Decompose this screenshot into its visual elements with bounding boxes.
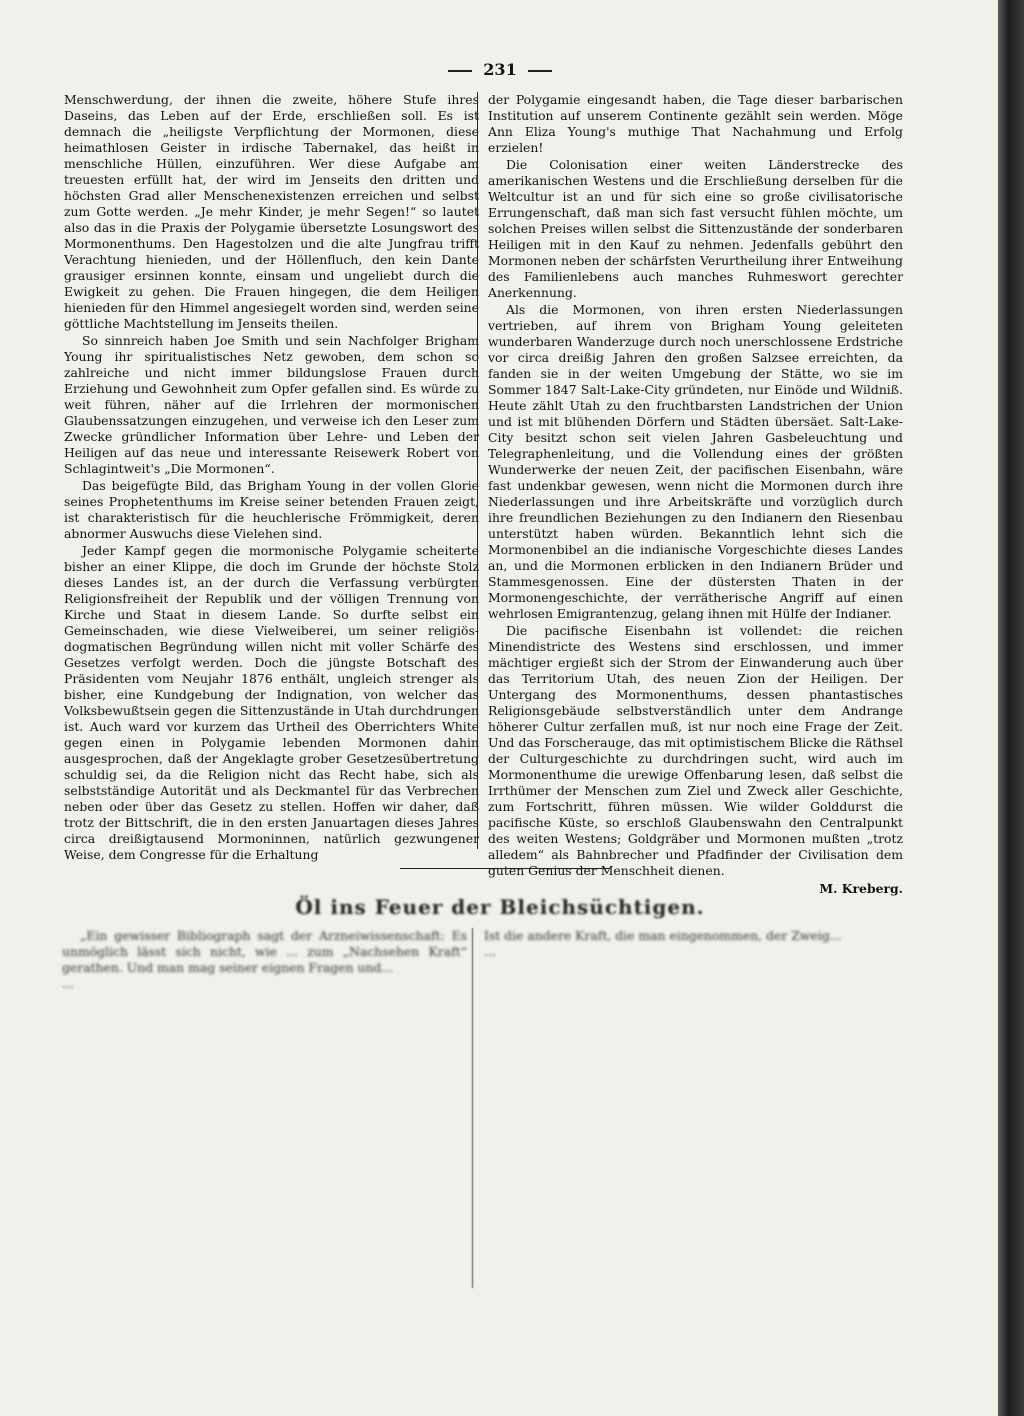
author-signature: M. Kreberg.: [819, 881, 903, 896]
page-header: [0, 60, 1000, 79]
blurred-column-left: [62, 928, 467, 992]
column-divider: [477, 92, 478, 849]
article-column-right: [488, 92, 903, 897]
paragraph: ...: [484, 944, 496, 959]
paragraph: Menschwerdung, der ihnen die zweite, höhere Stufe ihres Daseins, das Leben auf der Erde, erschließen soll. Es ist demnach die „heiligste Verpflichtung der Mormonen, diese heimathlosen Geister in irdische Tabernakel, das heißt in menschliche Hüllen, einzuführen. Wer diese Aufgabe am treuesten erfüllt hat, der wird im Jenseits den dritten und höchsten Grad aller Menschenexistenzen erreichen und selbst zum Gotte werden. „Je mehr Kinder, je mehr Segen!“ so lautet also das in die Praxis der Polygamie übersetzte Losungswort des Mormonenthums. Den Hagestolzen und die alte Jungfrau trifft Verachtung hienieden, und der Höllenfluch, den kein Dante grausiger ersinnen konnte, einsam und ungeliebt durch die Ewigkeit zu gehen. Die Frauen hingegen, die dem Heiligen hienieden für den Himmel angesiegelt worden sind, werden seine göttliche Machtstellung im Jenseits theilen.: [64, 92, 479, 331]
paragraph: Das beigefügte Bild, das Brigham Young in der vollen Glorie seines Prophetenthums im Kreise seiner betenden Frauen zeigt, ist charakteristisch für die heuchlerische Frömmigkeit, deren abnormer Auswuchs diese Vielehen sind.: [64, 478, 479, 541]
article-separator: [400, 868, 610, 869]
paragraph: Die Colonisation einer weiten Länderstrecke des amerikanischen Westens und die Erschließung derselben für die Weltcultur ist an und für sich eine so große civilisatorische Errungenschaft, daß man sich fast versucht fühlen möchte, um solchen Preises willen selbst die Sittenzustände der sonderbaren Heiligen mit in den Kauf zu nehmen. Jedenfalls gebührt den Mormonen neben der schärfsten Verurtheilung ihrer Entweihung des Familienlebens auch manches Ruhmeswort gerechter Anerkennung.: [488, 157, 903, 300]
book-binding-edge: [998, 0, 1024, 1416]
header-rule-left: [448, 70, 472, 72]
header-rule-right: [528, 70, 552, 72]
blurred-column-right: [484, 928, 889, 960]
paragraph: ...: [62, 976, 74, 991]
paragraph: Jeder Kampf gegen die mormonische Polygamie scheiterte bisher an einer Klippe, die doch im Grunde der höchste Stolz dieses Landes ist, an der durch die Verfassung verbürgten Religionsfreiheit der Republik und der völligen Trennung von Kirche und Staat in diesem Lande. So durfte selbst ein Gemeinschaden, wie diese Vielweiberei, um seiner religiös-dogmatischen Begründung willen nicht mit voller Schärfe des Gesetzes verfolgt werden. Doch die jüngste Botschaft des Präsidenten vom Neujahr 1876 enthält, ungleich strenger als bisher, eine Kundgebung der Indignation, von welcher das Volksbewußtsein gegen die Sittenzustände in Utah durchdrungen ist. Auch ward vor kurzem das Urtheil des Oberrichters White gegen einen in Polygamie lebenden Mormonen dahin ausgesprochen, daß der Angeklagte grober Gesetzesübertretung schuldig sei, da die Religion nicht das Recht habe, sich als selbstständige Autorität und als Deckmantel für das Verbrechen neben oder über das Gesetz zu stellen. Hoffen wir daher, daß trotz der Bittschrift, die in den ersten Januartagen dieses Jahres circa dreißigtausend Mormoninnen, natürlich gezwungener Weise, dem Congresse für die Erhaltung: [64, 543, 479, 862]
page-number: 231: [483, 60, 517, 79]
paragraph: Die pacifische Eisenbahn ist vollendet: die reichen Minendistricte des Westens sind erschlossen, und immer mächtiger ergießt sich der Strom der Einwanderung auch über das Territorium Utah, des neuen Zion der Heiligen. Der Untergang des Mormonenthums, dessen phantastisches Religionsgebäude selbstverständlich unter dem Andrange höherer Cultur zerfallen muß, ist nur noch eine Frage der Zeit. Und das Forscherauge, das mit optimistischem Blicke die Räthsel der Culturgeschichte zu durchdringen sucht, wird auch im Mormonenthume die urewige Offenbarung lesen, daß selbst die Irrthümer der Menschen zum Ziel und Zweck aller Geschichte, zum Fortschritt, führen müssen. Wie wilder Golddurst die pacifische Küste, so erschloß Glaubenswahn den Centralpunkt des weiten Westens; Goldgräber und Mormonen mußten „trotz alledem“ als Bahnbrecher und Pfadfinder der Civilisation dem guten Genius der Menschheit dienen.: [488, 623, 903, 878]
paragraph: Ist die andere Kraft, die man eingenommen, der Zweig...: [484, 928, 842, 943]
column-divider: [472, 928, 473, 1288]
paragraph: „Ein gewisser Bibliograph sagt der Arzneiwissenschaft: Es unmöglich lässt sich nicht, wie ... zum „Nachsehen Kraft“ gerathen. Und man mag seiner eignen Fragen und...: [62, 928, 467, 975]
article-title: Öl ins Feuer der Bleichsüchtigen.: [295, 895, 705, 919]
paragraph: So sinnreich haben Joe Smith und sein Nachfolger Brigham Young ihr spiritualistisches Netz gewoben, dem schon so zahlreiche und nicht immer bildungslose Frauen durch Erziehung und Gewohnheit zum Opfer gefallen sind. Es würde zu weit führen, näher auf die Irrlehren der mormonischen Glaubenssatzungen einzugehen, und verweise ich den Leser zum Zwecke gründlicher Information über Lehre- und Leben der Heiligen auf das neue und interessante Reisewerk Robert von Schlagintweit's „Die Mormonen“.: [64, 333, 479, 476]
paragraph: Als die Mormonen, von ihren ersten Niederlassungen vertrieben, auf ihrem von Brigham Young geleiteten wunderbaren Wanderzuge durch noch unerschlossene Erdstriche vor circa dreißig Jahren den großen Salzsee erreichten, da fanden sie in der weiten Umgebung der Stätte, wo sie im Sommer 1847 Salt-Lake-City gründeten, nur Einöde und Wildniß. Heute zählt Utah zu den fruchtbarsten Landstrichen der Union und ist mit blühenden Dörfern und Städten übersäet. Salt-Lake-City besitzt schon seit vielen Jahren Gasbeleuchtung und Telegraphenleitung, und die Vollendung eines der größten Wunderwerke der neuen Zeit, der pacifischen Eisenbahn, wäre fast undenkbar gewesen, wenn nicht die Mormonen durch ihre Niederlassungen und ihre Arbeitskräfte und vorzüglich durch ihre freundlichen Beziehungen zu den Indianern den Riesenbau unterstützt haben würden. Bekanntlich lehnt sich die Mormonenbibel an die indianische Vorgeschichte dieses Landes an, und die Mormonen erblicken in den Indianern Brüder und Stammesgenossen. Eine der düstersten Thaten in der Mormonengeschichte, der verrätherische Angriff auf einen wehrlosen Emigrantenzug, gelang ihnen mit Hülfe der Indianer.: [488, 302, 903, 621]
article-column-left: [64, 92, 479, 864]
paragraph: der Polygamie eingesandt haben, die Tage dieser barbarischen Institution auf unserem Continente gezählt sein werden. Möge Ann Eliza Young's muthige That Nachahmung und Erfolg erzielen!: [488, 92, 903, 155]
